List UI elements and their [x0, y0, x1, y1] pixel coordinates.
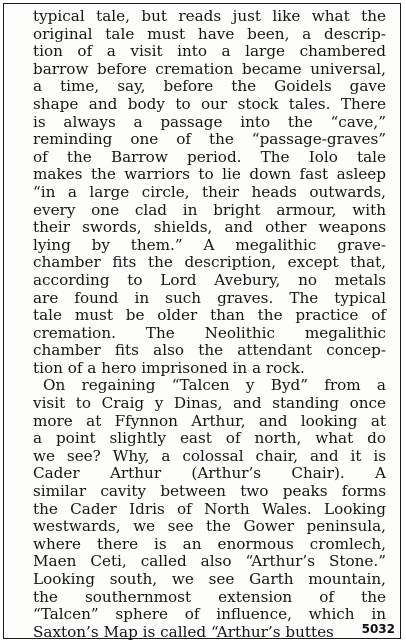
text-column: [33, 8, 386, 641]
text-line: reminding one of the “passage-graves”: [33, 130, 386, 149]
text-line: tion of a visit into a large chambered: [33, 42, 386, 61]
text-line: cremation. The Neolithic megalithic: [33, 323, 386, 342]
text-line: of the Barrow period. The Iolo tale: [33, 147, 386, 166]
text-line: “Talcen” sphere of influence, which in: [33, 605, 386, 624]
text-line: the Cader Idris of North Wales. Looking: [33, 499, 386, 518]
page-number: 5032: [361, 622, 395, 636]
text-line: according to Lord Avebury, no metals: [33, 270, 386, 289]
text-line: where there is an enormous cromlech,: [33, 534, 386, 553]
text-line: are found in such graves. The typical: [33, 288, 386, 307]
text-line: lying by them.” A megalithic grave-: [33, 235, 386, 254]
text-line: original tale must have been, a descrip-: [33, 24, 386, 43]
text-line: barrow before cremation became universal,: [33, 59, 386, 78]
text-line: we see? Why, a colossal chair, and it is: [33, 446, 386, 465]
text-line: the southernmost extension of the: [33, 587, 386, 606]
text-line: a point slightly east of north, what do: [33, 429, 386, 448]
text-line: Saxton’s Map is called “Arthur’s buttes: [33, 622, 334, 641]
text-line: On regaining “Talcen y Byd” from a: [43, 376, 386, 395]
text-line: chamber fits the description, except that,: [33, 253, 386, 272]
text-line: Cader Arthur (Arthur’s Chair). A: [33, 464, 386, 483]
text-line: westwards, we see the Gower peninsula,: [33, 517, 386, 536]
text-line: “in a large circle, their heads outwards,: [33, 182, 386, 201]
text-line: tion of a hero imprisoned in a rock.: [33, 358, 305, 377]
text-line: a time, say, before the Goidels gave: [33, 77, 386, 96]
text-line: Looking south, we see Garth mountain,: [33, 570, 386, 588]
text-line: Maen Ceti, called also “Arthur’s Stone.”: [33, 552, 386, 571]
text-line: every one clad in bright armour, with: [33, 200, 386, 219]
text-line: shape and body to our stock tales. There: [33, 94, 386, 113]
document-page: [3, 3, 401, 639]
text-line: visit to Craig y Dinas, and standing once: [33, 394, 386, 413]
text-line: is always a passage into the “cave,”: [33, 112, 386, 131]
text-line: similar cavity between two peaks forms: [33, 482, 386, 501]
text-line: their swords, shields, and other weapons: [33, 218, 386, 237]
text-line: more at Ffynnon Arthur, and looking at: [33, 411, 386, 430]
text-line: typical tale, but reads just like what the: [33, 7, 386, 25]
text-line: makes the warriors to lie down fast asleep: [33, 165, 386, 184]
text-line: chamber fits also the attendant concep-: [33, 341, 386, 360]
text-line: tale must be older than the practice of: [33, 306, 386, 325]
